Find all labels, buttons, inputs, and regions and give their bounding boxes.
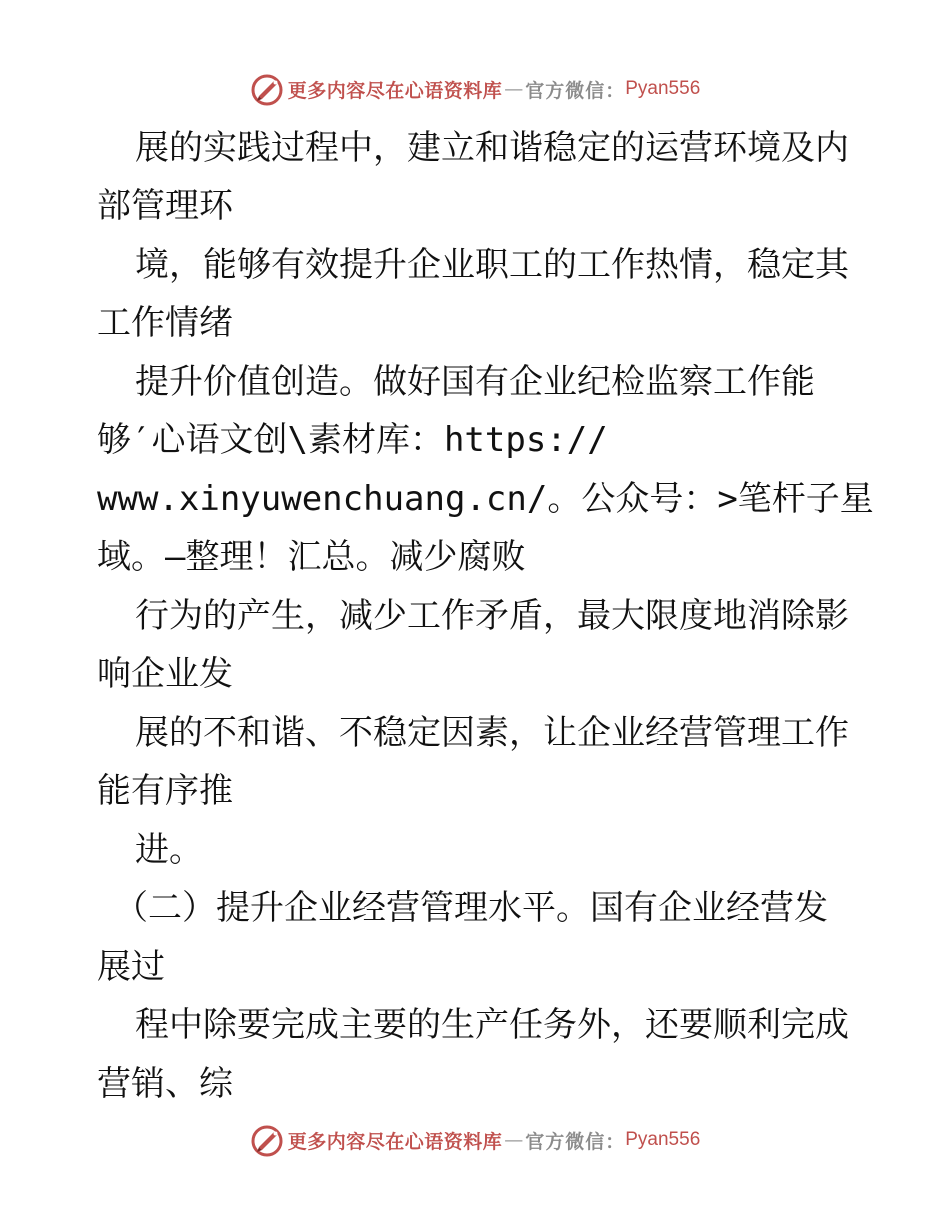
body-line: 够′心语文创\素材库：https://	[97, 420, 608, 460]
footer-banner	[0, 1122, 950, 1158]
body-line: 提升价值创造。做好国有企业纪检监察工作能	[135, 362, 815, 402]
footer-wechat-id: Pyan556	[625, 1129, 701, 1150]
body-line: 展的实践过程中，建立和谐稳定的运营环境及内	[135, 128, 849, 168]
body-line: 能有序推	[97, 771, 233, 811]
body-line: 展过	[97, 947, 165, 987]
footer-dash: —	[504, 1129, 524, 1151]
body-line: 进。	[135, 830, 203, 870]
header-wechat-id: Pyan556	[625, 78, 701, 99]
footer-wechat-label: 官方微信：	[525, 1130, 626, 1153]
header-brand-text: 更多内容尽在心语资料库	[287, 79, 503, 102]
body-line: （二）提升企业经营管理水平。国有企业经营发	[114, 888, 828, 928]
body-line: 部管理环	[97, 186, 233, 226]
footer-brand-text: 更多内容尽在心语资料库	[287, 1130, 503, 1153]
body-line: 展的不和谐、不稳定因素，让企业经营管理工作	[135, 713, 849, 753]
body-line: www.xinyuwenchuang.cn/。公众号：>笔杆子星	[97, 479, 874, 519]
body-line: 域。—整理！汇总。减少腐败	[97, 537, 526, 577]
body-line: 响企业发	[97, 654, 233, 694]
body-line: 行为的产生，减少工作矛盾，最大限度地消除影	[135, 596, 849, 636]
header-wechat-label: 官方微信：	[525, 79, 626, 102]
body-line: 程中除要完成主要的生产任务外，还要顺利完成	[135, 1005, 849, 1045]
body-line: 工作情绪	[97, 303, 233, 343]
logo-icon	[250, 1123, 284, 1157]
header-dash: —	[504, 78, 524, 100]
body-line: 营销、综	[97, 1064, 233, 1104]
body-line: 境，能够有效提升企业职工的工作热情，稳定其	[135, 245, 849, 285]
